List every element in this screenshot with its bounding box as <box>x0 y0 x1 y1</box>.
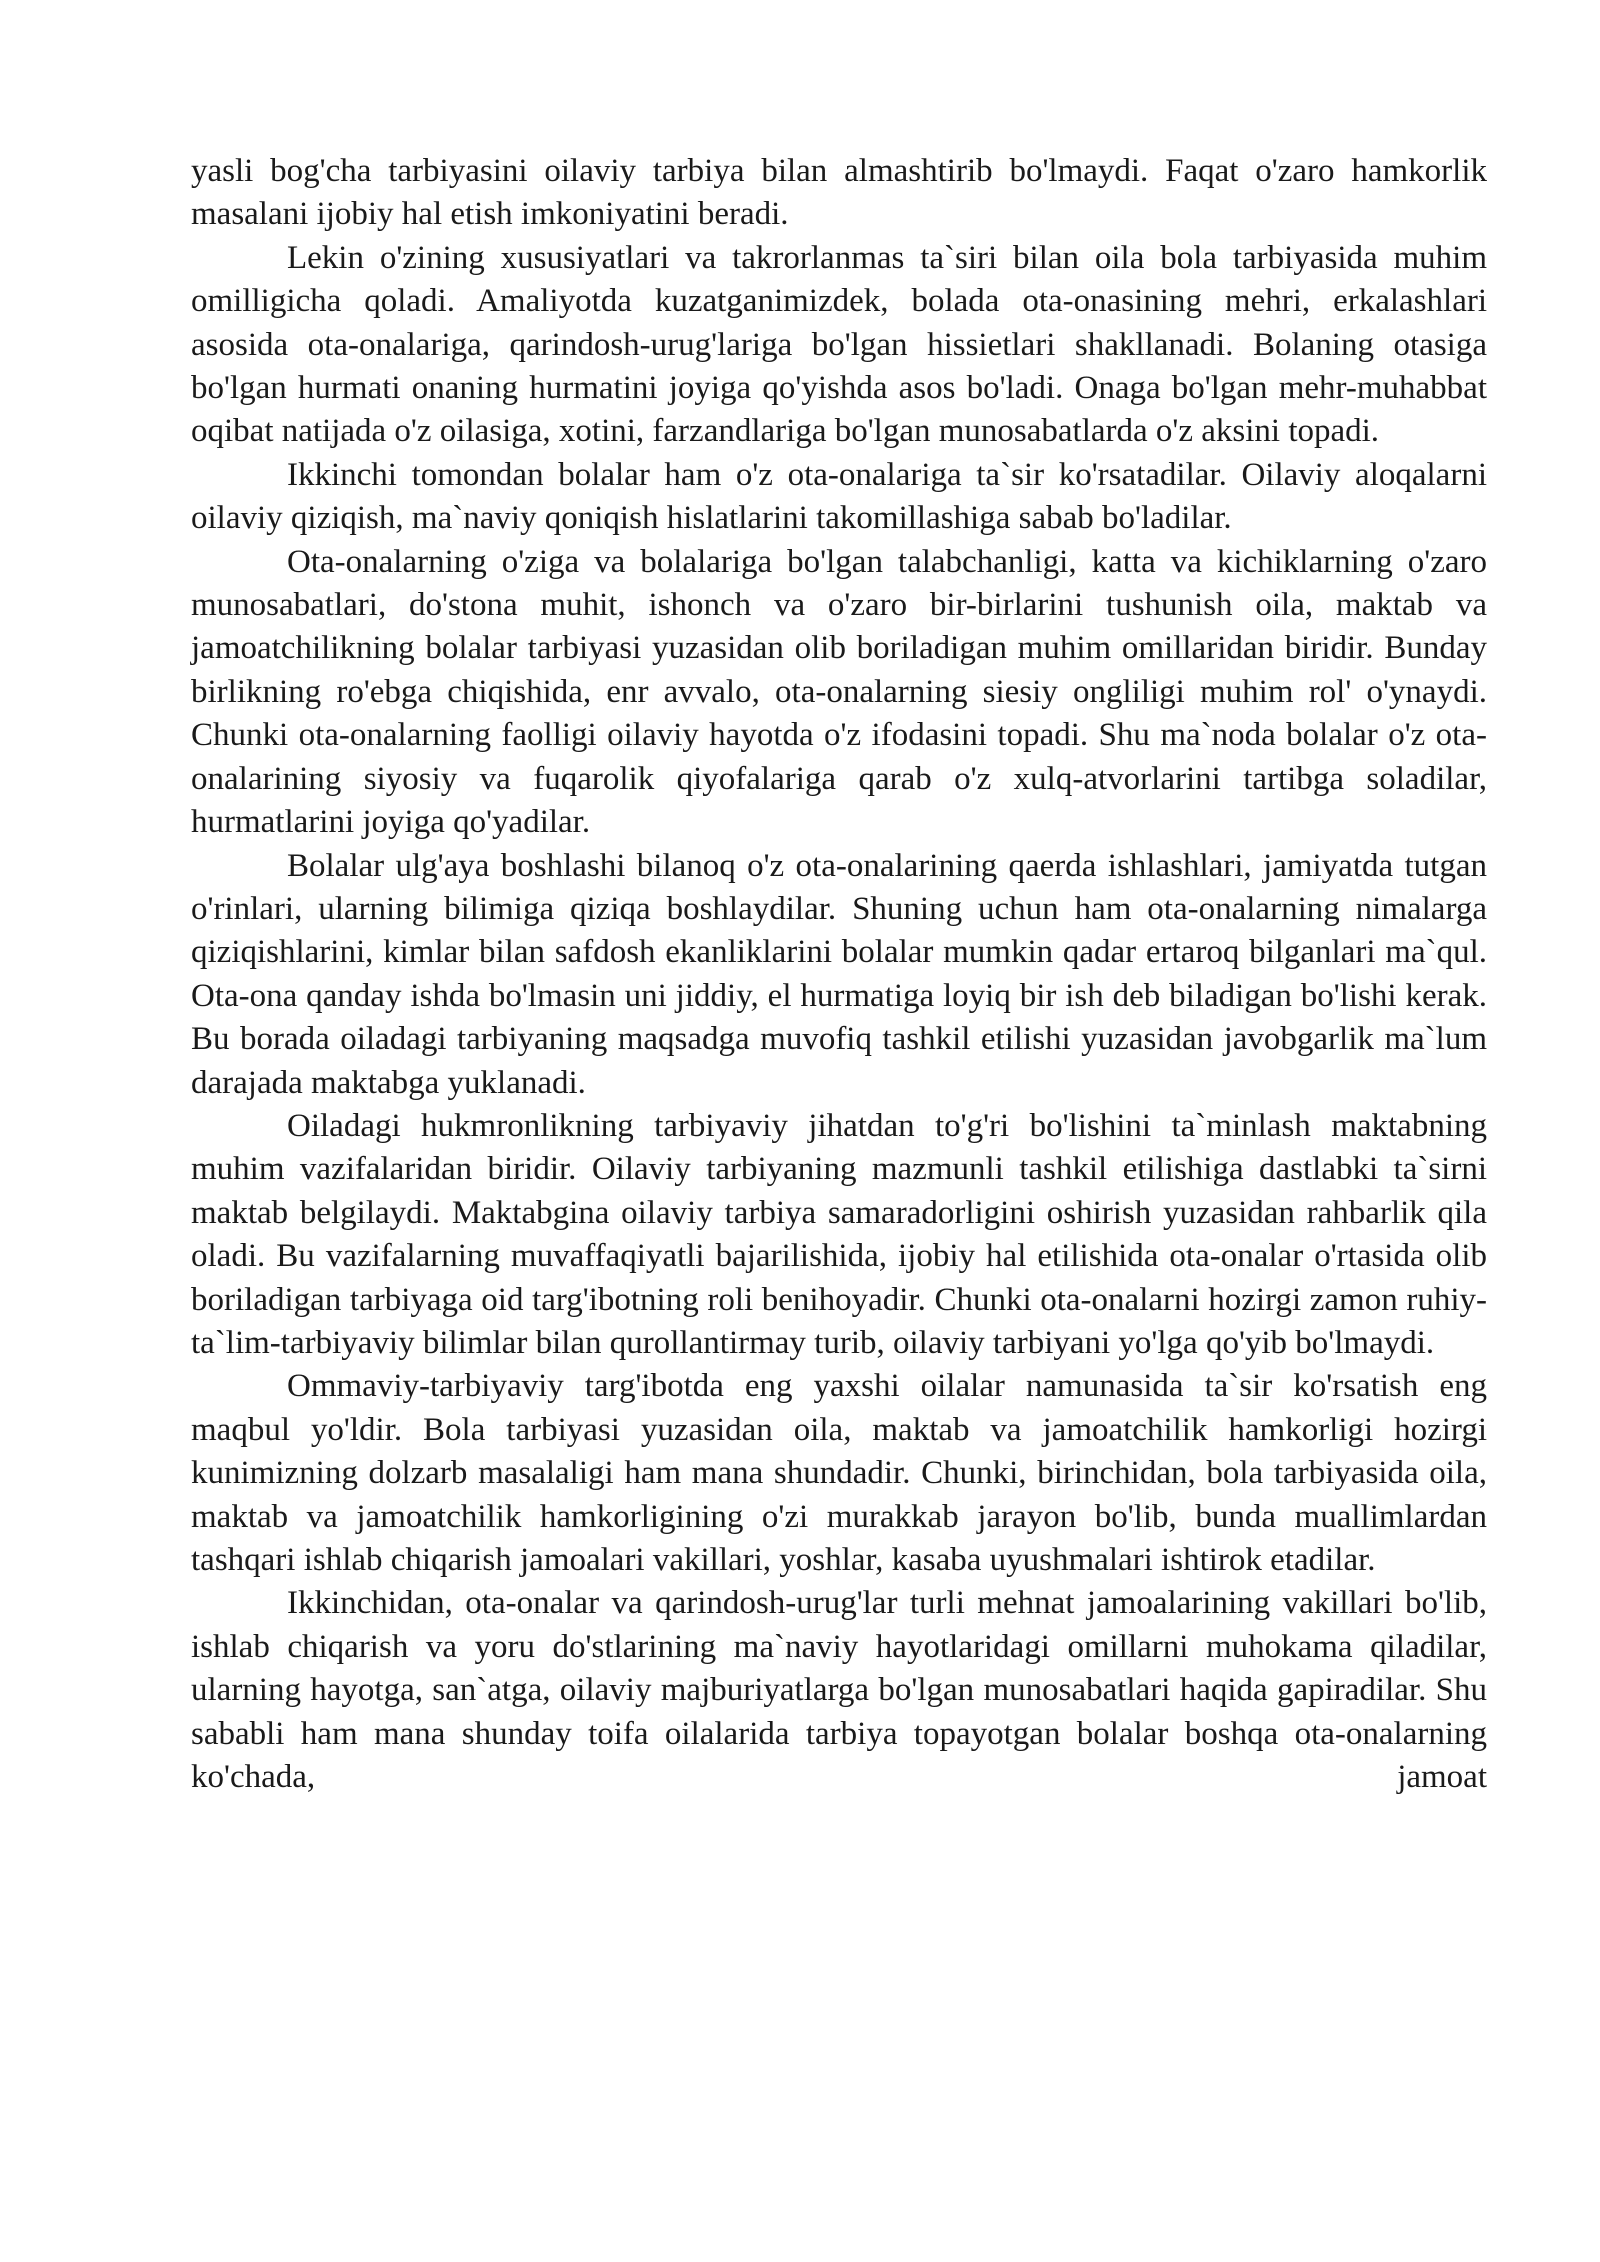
paragraph-2: Lekin o'zining xususiyatlari va takrorlanmas ta`siri bilan oila bola tarbiyasida muhim omilligicha qoladi. Amaliyotda kuzatganimizdek, bolada ota-onasining mehri, erkalashlari asosida ota-onalariga, qarindosh-urug'lariga bo'lgan hissietlari shakllanadi. Bolaning otasiga bo'lgan hurmati onaning hurmatini joyiga qo'yishda asos bo'ladi. Onaga bo'lgan mehr-muhabbat oqibat natijada o'z oilasiga, xotini, farzandlariga bo'lgan munosabatlarda o'z aksini topadi. <box>191 239 1487 450</box>
paragraph-8: Ikkinchidan, ota-onalar va qarindosh-urug'lar turli mehnat jamoalarining vakillari bo'lib, ishlab chiqarish va yoru do'stlarining ma`naviy hayotlaridagi omillarni muhokama qiladilar, ularning hayotga, san`atga, oilaviy majburiyatlarga bo'lgan munosabatlari haqida gapiradilar. Shu sababli ham mana shunday toifa oilalarida tarbiya topayotgan bolalar boshqa ota-onalarning ko'chada, jamoat <box>191 1585 1487 1796</box>
paragraph-6: Oiladagi hukmronlikning tarbiyaviy jihatdan to'g'ri bo'lishini ta`minlash maktabning muhim vazifalaridan biridir. Oilaviy tarbiyaning mazmunli tashkil etilishiga dastlabki ta`sirni maktab belgilaydi. Maktabgina oilaviy tarbiya samaradorligini oshirish yuzasidan rahbarlik qila oladi. Bu vazifalarning muvaffaqiyatli bajarilishida, ijobiy hal etilishida ota-onalar o'rtasida olib boriladigan tarbiyaga oid targ'ibotning roli benihoyadir. Chunki ota-onalarni hozirgi zamon ruhiy-ta`lim-tarbiyaviy bilimlar bilan qurollantirmay turib, oilaviy tarbiyani yo'lga qo'yib bo'lmaydi. <box>191 1107 1487 1361</box>
paragraph-7: Ommaviy-tarbiyaviy targ'ibotda eng yaxshi oilalar namunasida ta`sir ko'rsatish eng maqbul yo'ldir. Bola tarbiyasi yuzasidan oila, maktab va jamoatchilik hamkorligi hozirgi kunimizning dolzarb masalaligi ham mana shundadir. Chunki, birinchidan, bola tarbiyasida oila, maktab va jamoatchilik hamkorligining o'zi murakkab jarayon bo'lib, bunda muallimlardan tashqari ishlab chiqarish jamoalari vakillari, yoshlar, kasaba uyushmalari ishtirok etadilar. <box>191 1368 1487 1578</box>
paragraph-4: Ota-onalarning o'ziga va bolalariga bo'lgan talabchanligi, katta va kichiklarning o'zaro munosabatlari, do'stona muhit, ishonch va o'zaro bir-birlarini tushunish oila, maktab va jamoatchilikning bolalar tarbiyasi yuzasidan olib boriladigan muhim omillaridan biridir. Bunday birlikning ro'ebga chiqishida, enr avvalo, ota-onalarning siesiy ongliligi muhim rol' o'ynaydi. Chunki ota-onalarning faolligi oilaviy hayotda o'z ifodasini topadi. Shu ma`noda bolalar o'z ota-onalarining siyosiy va fuqarolik qiyofalariga qarab o'z xulq-atvorlarini tartibga soladilar, hurmatlarini joyiga qo'yadilar. <box>191 543 1487 841</box>
paragraph-1: yasli bog'cha tarbiyasini oilaviy tarbiya bilan almashtirib bo'lmaydi. Faqat o'zaro hamkorlik masalani ijobiy hal etish imkoniyatini beradi. <box>191 153 1487 233</box>
paragraph-3: Ikkinchi tomondan bolalar ham o'z ota-onalariga ta`sir ko'rsatadilar. Oilaviy aloqalarni oilaviy qiziqish, ma`naviy qoniqish hislatlarini takomillashiga sabab bo'ladilar. <box>191 456 1487 537</box>
document-page <box>191 150 1487 1799</box>
paragraph-5: Bolalar ulg'aya boshlashi bilanoq o'z ota-onalarining qaerda ishlashlari, jamiyatda tutgan o'rinlari, ularning bilimiga qiziqa boshlaydilar. Shuning uchun ham ota-onalarning nimalarga qiziqishlarini, kimlar bilan safdosh ekanliklarini bolalar mumkin qadar ertaroq bilganlari ma`qul. Ota-ona qanday ishda bo'lmasin uni jiddiy, el hurmatiga loyiq bir ish deb biladigan bo'lishi kerak. Bu borada oiladagi tarbiyaning maqsadga muvofiq tashkil etilishi yuzasidan javobgarlik ma`lum darajada maktabga yuklanadi. <box>191 847 1487 1101</box>
